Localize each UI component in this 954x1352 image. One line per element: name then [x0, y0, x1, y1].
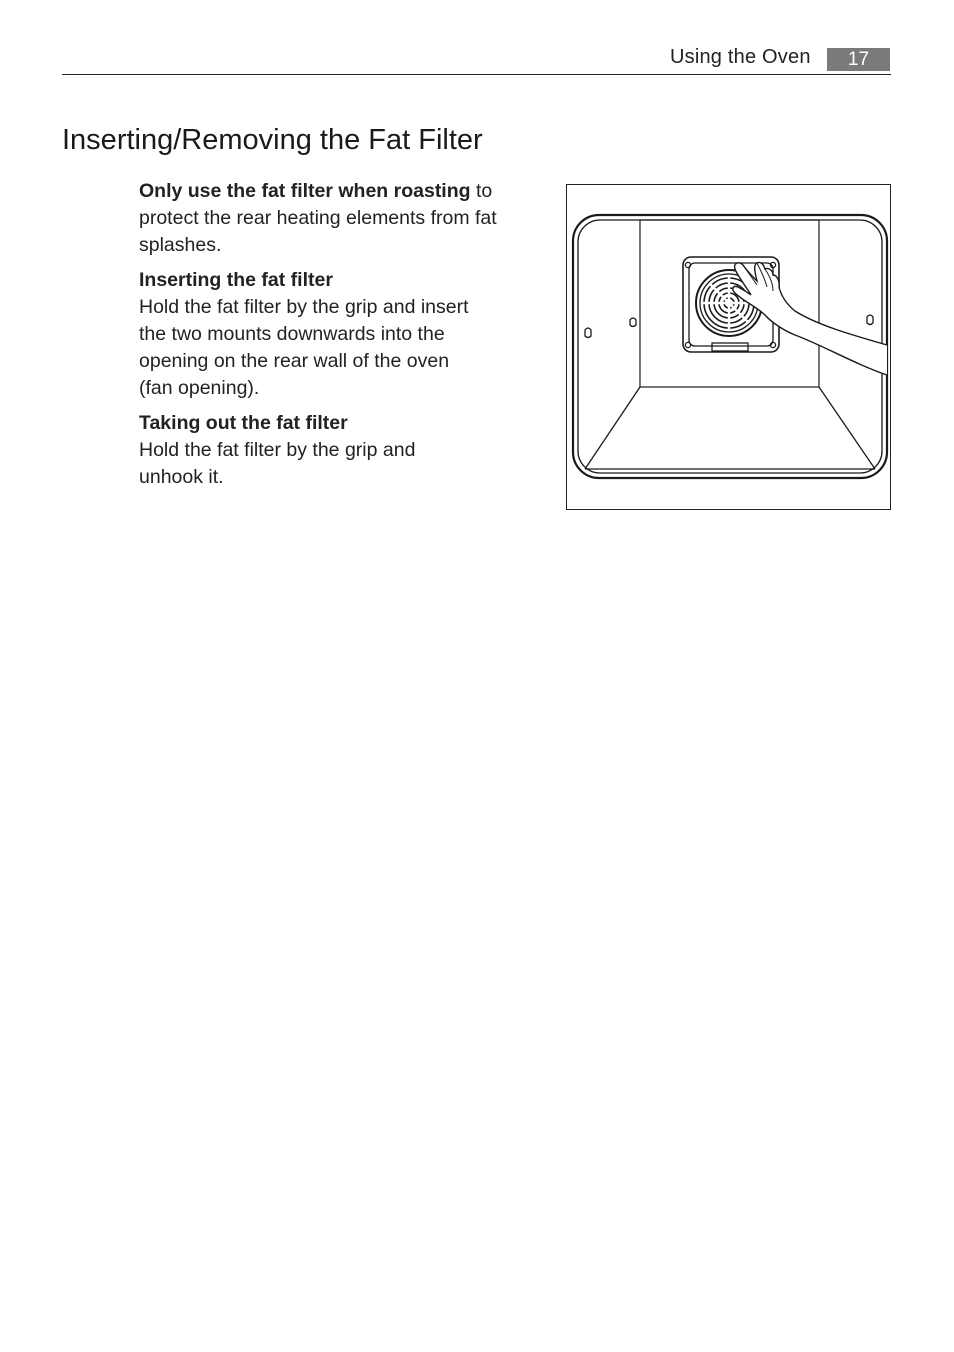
illustration-frame [566, 184, 891, 510]
page-number: 17 [827, 48, 890, 71]
running-header-section: Using the Oven [670, 46, 811, 68]
body-text-column [139, 178, 544, 499]
intro-paragraph [139, 178, 544, 259]
intro-text: to protect the rear heating elements from fat splashes. [139, 180, 497, 256]
section-heading-inserting: Inserting the fat filter [139, 269, 333, 291]
intro-bold-text: Only use the fat filter when roasting [139, 180, 471, 202]
section-heading-removing: Taking out the fat filter [139, 412, 348, 434]
oven-fat-filter-illustration-icon [567, 185, 890, 509]
header-divider [62, 74, 891, 75]
page-title: Inserting/Removing the Fat Filter [62, 124, 483, 156]
section-text-removing: Hold the fat filter by the grip and unhook it. [139, 439, 416, 488]
section-text-inserting: Hold the fat filter by the grip and insert the two mounts downwards into the opening on the rear wall of the oven (fan opening). [139, 296, 469, 399]
